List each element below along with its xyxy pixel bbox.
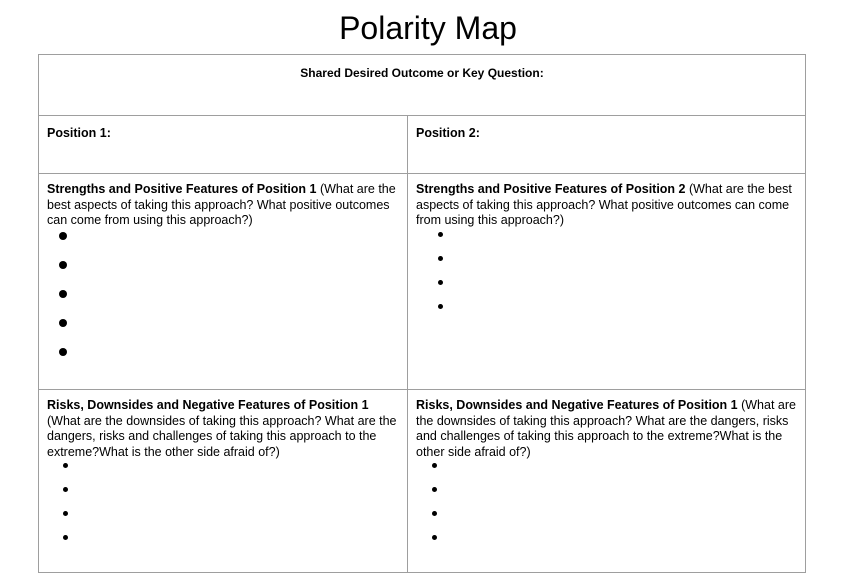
bullet-item[interactable] [416,229,799,253]
bullet-item[interactable] [47,258,401,287]
polarity-map-table [38,54,806,573]
position-1-label: Position 1: [47,126,111,140]
positions-row [39,116,806,174]
strengths-position-1-body: (What are the best aspects of taking this approach? What positive outcomes can come from using this approach?) [47,182,396,227]
strengths-row [39,174,806,390]
strengths-position-2-body: (What are the best aspects of taking this approach? What positive outcomes can come from using this approach?) [416,182,792,227]
bullet-item[interactable] [416,484,799,508]
bullet-item[interactable] [47,532,401,556]
bullet-item[interactable] [47,345,401,374]
bullet-item[interactable] [47,229,401,258]
outcome-label: Shared Desired Outcome or Key Question: [300,66,544,80]
bullet-item[interactable] [416,301,799,325]
risks-position-1-bullets [47,460,401,556]
bullet-item[interactable] [47,484,401,508]
bullet-item[interactable] [416,253,799,277]
bullet-item[interactable] [47,460,401,484]
position-1-cell[interactable] [39,116,408,174]
strengths-position-1-heading: Strengths and Positive Features of Position 1 [47,182,317,196]
strengths-position-1-bullets [47,229,401,374]
bullet-item[interactable] [416,532,799,556]
strengths-position-2-cell[interactable] [408,174,806,390]
risks-position-2-cell[interactable] [408,390,806,573]
strengths-position-2-heading: Strengths and Positive Features of Position 2 [416,182,686,196]
risks-position-1-body: (What are the downsides of taking this approach? What are the dangers, risks and challenges of taking this approach to the extreme?What is the other side afraid of?) [47,413,397,459]
bullet-item[interactable] [416,460,799,484]
outcome-row [39,55,806,116]
risks-position-1-cell[interactable] [39,390,408,573]
risks-position-2-prompt [416,398,799,460]
strengths-position-1-cell[interactable] [39,174,408,390]
position-2-label: Position 2: [416,126,480,140]
page-title: Polarity Map [339,10,517,46]
risks-position-2-body: (What are the downsides of taking this approach? What are the dangers, risks and challenges of taking this approach to the extreme?What is the other side afraid of?) [416,398,796,459]
risks-position-1-heading: Risks, Downsides and Negative Features of Position 1 [47,398,369,412]
risks-row [39,390,806,573]
bullet-item[interactable] [47,316,401,345]
outcome-cell[interactable] [39,55,806,116]
bullet-item[interactable] [47,287,401,316]
strengths-position-1-prompt [47,182,401,229]
bullet-item[interactable] [416,508,799,532]
bullet-item[interactable] [47,508,401,532]
risks-position-2-bullets [416,460,799,556]
strengths-position-2-prompt [416,182,799,229]
risks-position-2-heading: Risks, Downsides and Negative Features of Position 1 [416,398,738,412]
bullet-item[interactable] [416,277,799,301]
position-2-cell[interactable] [408,116,806,174]
risks-position-1-prompt [47,398,401,460]
strengths-position-2-bullets [416,229,799,325]
